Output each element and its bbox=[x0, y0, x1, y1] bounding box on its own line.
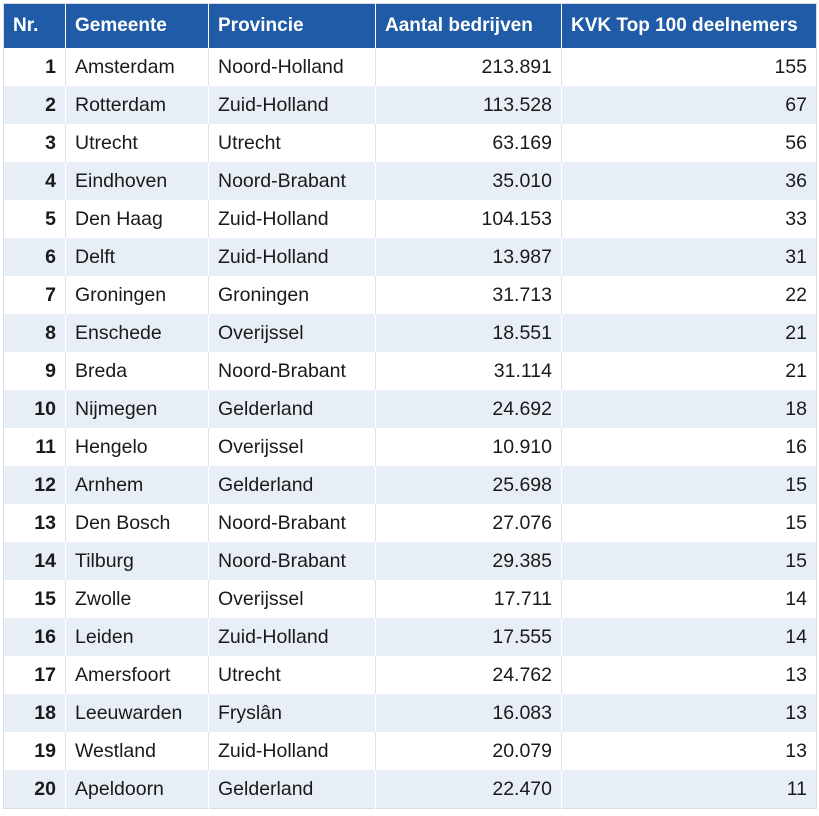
cell-gemeente: Arnhem bbox=[66, 466, 209, 504]
cell-gemeente: Nijmegen bbox=[66, 390, 209, 428]
cell-provincie: Zuid-Holland bbox=[209, 200, 376, 238]
cell-aantal-bedrijven: 13.987 bbox=[376, 238, 562, 276]
table-row bbox=[4, 124, 817, 162]
cell-provincie: Overijssel bbox=[209, 428, 376, 466]
cell-aantal-bedrijven: 27.076 bbox=[376, 504, 562, 542]
cell-provincie: Groningen bbox=[209, 276, 376, 314]
cell-aantal-bedrijven: 25.698 bbox=[376, 466, 562, 504]
cell-gemeente: Eindhoven bbox=[66, 162, 209, 200]
cell-gemeente: Rotterdam bbox=[66, 86, 209, 124]
cell-aantal-bedrijven: 18.551 bbox=[376, 314, 562, 352]
cell-kvk-deelnemers: 15 bbox=[562, 466, 817, 504]
table-row bbox=[4, 86, 817, 124]
table-row bbox=[4, 504, 817, 542]
cell-rank: 5 bbox=[4, 200, 66, 238]
cell-aantal-bedrijven: 10.910 bbox=[376, 428, 562, 466]
cell-aantal-bedrijven: 16.083 bbox=[376, 694, 562, 732]
cell-kvk-deelnemers: 31 bbox=[562, 238, 817, 276]
cell-kvk-deelnemers: 22 bbox=[562, 276, 817, 314]
cell-kvk-deelnemers: 14 bbox=[562, 580, 817, 618]
cell-kvk-deelnemers: 14 bbox=[562, 618, 817, 656]
cell-aantal-bedrijven: 17.711 bbox=[376, 580, 562, 618]
cell-kvk-deelnemers: 155 bbox=[562, 48, 817, 86]
cell-aantal-bedrijven: 63.169 bbox=[376, 124, 562, 162]
cell-provincie: Overijssel bbox=[209, 580, 376, 618]
cell-kvk-deelnemers: 13 bbox=[562, 732, 817, 770]
cell-provincie: Gelderland bbox=[209, 390, 376, 428]
cell-gemeente: Amsterdam bbox=[66, 48, 209, 86]
table-row bbox=[4, 694, 817, 732]
cell-kvk-deelnemers: 16 bbox=[562, 428, 817, 466]
cell-rank: 11 bbox=[4, 428, 66, 466]
cell-gemeente: Zwolle bbox=[66, 580, 209, 618]
cell-aantal-bedrijven: 24.692 bbox=[376, 390, 562, 428]
table-body bbox=[4, 48, 817, 809]
cell-rank: 10 bbox=[4, 390, 66, 428]
cell-provincie: Noord-Brabant bbox=[209, 542, 376, 580]
cell-aantal-bedrijven: 31.114 bbox=[376, 352, 562, 390]
cell-gemeente: Delft bbox=[66, 238, 209, 276]
cell-gemeente: Leeuwarden bbox=[66, 694, 209, 732]
cell-rank: 16 bbox=[4, 618, 66, 656]
cell-rank: 7 bbox=[4, 276, 66, 314]
table-row bbox=[4, 656, 817, 694]
cell-provincie: Utrecht bbox=[209, 656, 376, 694]
cell-gemeente: Hengelo bbox=[66, 428, 209, 466]
cell-rank: 18 bbox=[4, 694, 66, 732]
table-row bbox=[4, 542, 817, 580]
cell-kvk-deelnemers: 11 bbox=[562, 770, 817, 809]
cell-provincie: Gelderland bbox=[209, 770, 376, 809]
cell-rank: 8 bbox=[4, 314, 66, 352]
cell-rank: 4 bbox=[4, 162, 66, 200]
cell-gemeente: Tilburg bbox=[66, 542, 209, 580]
cell-kvk-deelnemers: 15 bbox=[562, 504, 817, 542]
cell-aantal-bedrijven: 113.528 bbox=[376, 86, 562, 124]
table-row bbox=[4, 162, 817, 200]
cell-aantal-bedrijven: 104.153 bbox=[376, 200, 562, 238]
cell-gemeente: Amersfoort bbox=[66, 656, 209, 694]
table-container bbox=[3, 3, 816, 809]
cell-rank: 19 bbox=[4, 732, 66, 770]
table-row bbox=[4, 580, 817, 618]
cell-provincie: Utrecht bbox=[209, 124, 376, 162]
header-nr: Nr. bbox=[4, 4, 66, 49]
cell-rank: 12 bbox=[4, 466, 66, 504]
table-row bbox=[4, 390, 817, 428]
cell-rank: 1 bbox=[4, 48, 66, 86]
cell-provincie: Noord-Brabant bbox=[209, 504, 376, 542]
table-row bbox=[4, 466, 817, 504]
cell-provincie: Zuid-Holland bbox=[209, 732, 376, 770]
cell-provincie: Fryslân bbox=[209, 694, 376, 732]
cell-kvk-deelnemers: 15 bbox=[562, 542, 817, 580]
table-row bbox=[4, 352, 817, 390]
cell-gemeente: Enschede bbox=[66, 314, 209, 352]
cell-provincie: Noord-Brabant bbox=[209, 352, 376, 390]
table-row bbox=[4, 276, 817, 314]
data-table bbox=[3, 3, 817, 809]
cell-aantal-bedrijven: 17.555 bbox=[376, 618, 562, 656]
cell-kvk-deelnemers: 36 bbox=[562, 162, 817, 200]
cell-kvk-deelnemers: 67 bbox=[562, 86, 817, 124]
cell-rank: 20 bbox=[4, 770, 66, 809]
cell-kvk-deelnemers: 18 bbox=[562, 390, 817, 428]
cell-aantal-bedrijven: 29.385 bbox=[376, 542, 562, 580]
cell-aantal-bedrijven: 22.470 bbox=[376, 770, 562, 809]
table-row bbox=[4, 618, 817, 656]
header-kvk-top-100: KVK Top 100 deelnemers bbox=[562, 4, 817, 49]
cell-aantal-bedrijven: 31.713 bbox=[376, 276, 562, 314]
cell-provincie: Noord-Brabant bbox=[209, 162, 376, 200]
cell-rank: 3 bbox=[4, 124, 66, 162]
cell-provincie: Zuid-Holland bbox=[209, 238, 376, 276]
cell-aantal-bedrijven: 24.762 bbox=[376, 656, 562, 694]
cell-provincie: Zuid-Holland bbox=[209, 618, 376, 656]
table-row bbox=[4, 238, 817, 276]
cell-gemeente: Westland bbox=[66, 732, 209, 770]
cell-provincie: Overijssel bbox=[209, 314, 376, 352]
cell-gemeente: Utrecht bbox=[66, 124, 209, 162]
cell-aantal-bedrijven: 213.891 bbox=[376, 48, 562, 86]
header-provincie: Provincie bbox=[209, 4, 376, 49]
cell-aantal-bedrijven: 35.010 bbox=[376, 162, 562, 200]
cell-rank: 13 bbox=[4, 504, 66, 542]
table-row bbox=[4, 770, 817, 809]
table-row bbox=[4, 428, 817, 466]
cell-rank: 15 bbox=[4, 580, 66, 618]
table-row bbox=[4, 732, 817, 770]
cell-kvk-deelnemers: 33 bbox=[562, 200, 817, 238]
cell-gemeente: Den Bosch bbox=[66, 504, 209, 542]
cell-kvk-deelnemers: 21 bbox=[562, 314, 817, 352]
cell-aantal-bedrijven: 20.079 bbox=[376, 732, 562, 770]
table-row bbox=[4, 200, 817, 238]
cell-kvk-deelnemers: 56 bbox=[562, 124, 817, 162]
cell-rank: 6 bbox=[4, 238, 66, 276]
cell-kvk-deelnemers: 13 bbox=[562, 694, 817, 732]
cell-kvk-deelnemers: 13 bbox=[562, 656, 817, 694]
cell-rank: 14 bbox=[4, 542, 66, 580]
table-row bbox=[4, 48, 817, 86]
cell-gemeente: Apeldoorn bbox=[66, 770, 209, 809]
cell-provincie: Zuid-Holland bbox=[209, 86, 376, 124]
table-row bbox=[4, 314, 817, 352]
table-header bbox=[4, 4, 817, 49]
cell-rank: 17 bbox=[4, 656, 66, 694]
cell-gemeente: Leiden bbox=[66, 618, 209, 656]
header-aantal-bedrijven: Aantal bedrijven bbox=[376, 4, 562, 49]
cell-provincie: Gelderland bbox=[209, 466, 376, 504]
cell-kvk-deelnemers: 21 bbox=[562, 352, 817, 390]
cell-gemeente: Den Haag bbox=[66, 200, 209, 238]
cell-gemeente: Groningen bbox=[66, 276, 209, 314]
cell-provincie: Noord-Holland bbox=[209, 48, 376, 86]
cell-rank: 9 bbox=[4, 352, 66, 390]
cell-rank: 2 bbox=[4, 86, 66, 124]
cell-gemeente: Breda bbox=[66, 352, 209, 390]
header-row bbox=[4, 4, 817, 49]
header-gemeente: Gemeente bbox=[66, 4, 209, 49]
